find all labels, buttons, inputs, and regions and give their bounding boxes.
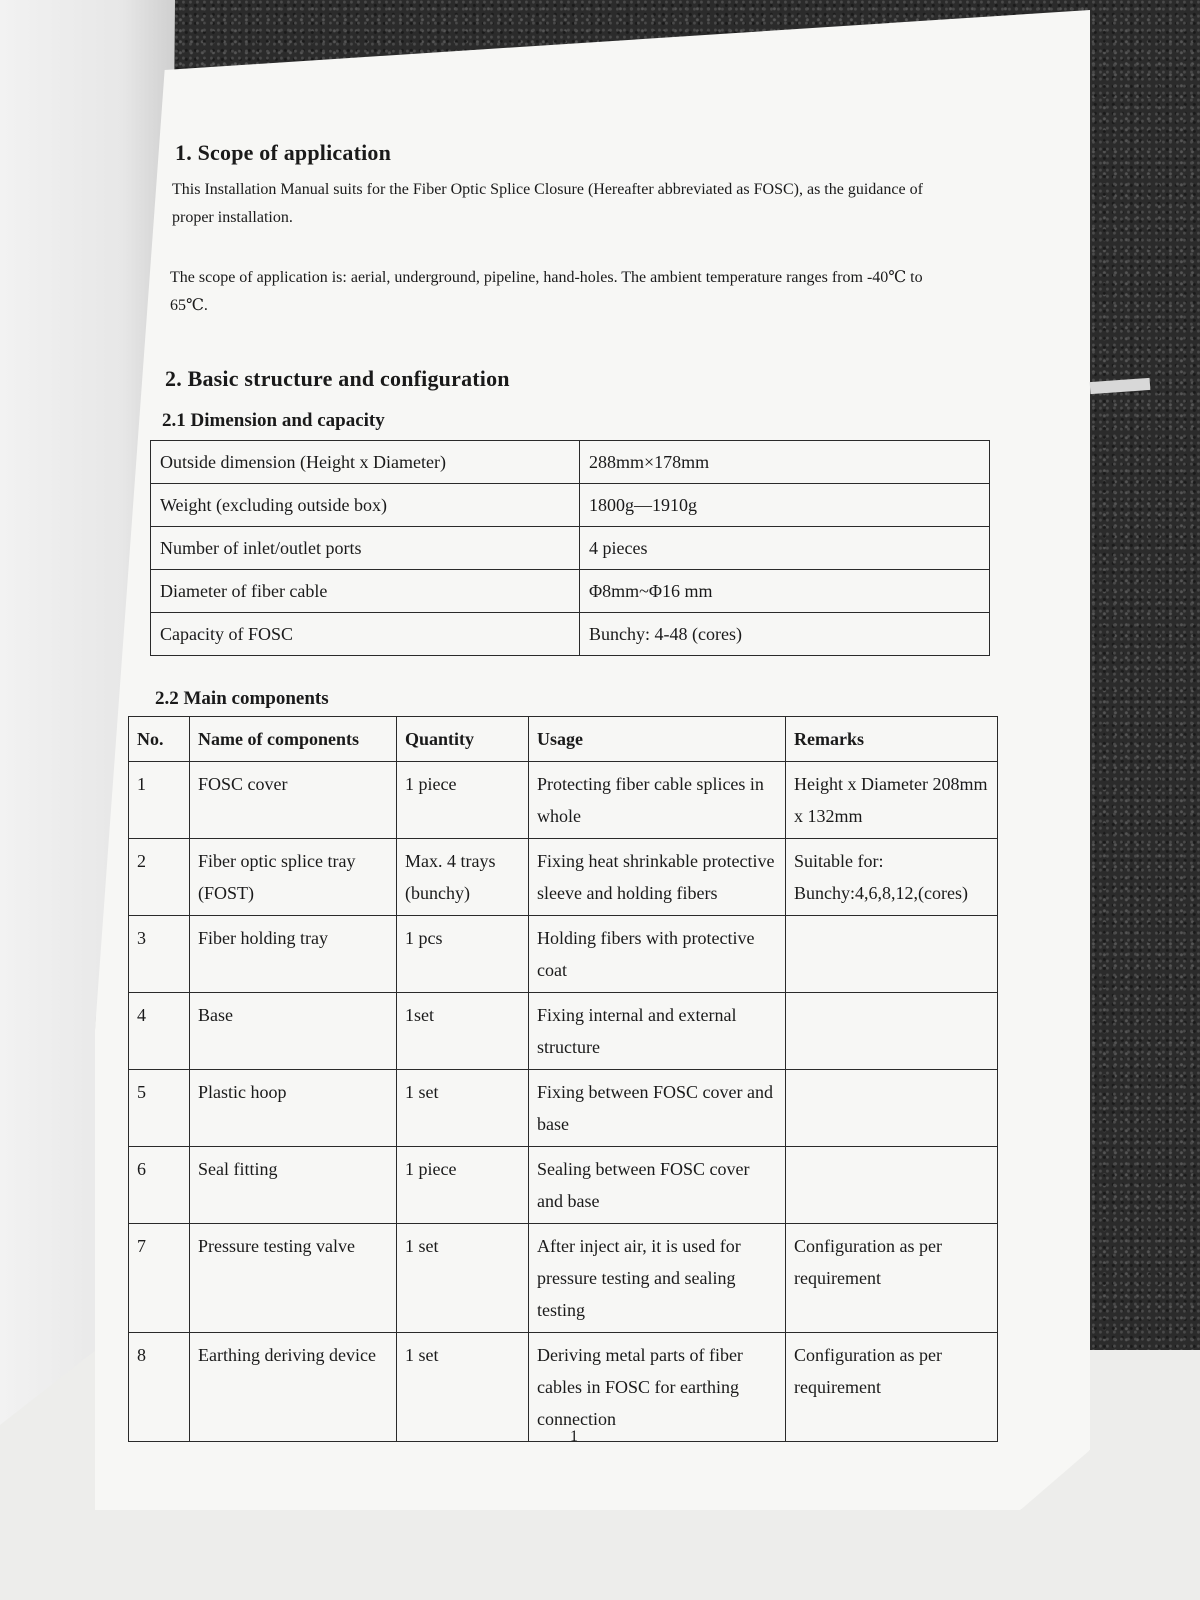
cell-remarks	[786, 1147, 998, 1224]
dimension-value: 1800g—1910g	[580, 484, 990, 527]
subsection-components-heading: 2.2 Main components	[155, 688, 329, 709]
cell-quantity: 1 set	[397, 1070, 529, 1147]
page-number: 1	[570, 1428, 578, 1445]
table-row	[129, 1224, 998, 1333]
cell-name: Base	[190, 993, 397, 1070]
table-row	[151, 527, 990, 570]
table-row	[151, 484, 990, 527]
cell-name: Fiber holding tray	[190, 916, 397, 993]
cell-usage: Fixing between FOSC cover and base	[529, 1070, 786, 1147]
column-header-no: No.	[129, 717, 190, 762]
table-row	[151, 570, 990, 613]
cell-name: FOSC cover	[190, 762, 397, 839]
cell-no: 6	[129, 1147, 190, 1224]
cell-remarks: Height x Diameter 208mm x 132mm	[786, 762, 998, 839]
cell-no: 1	[129, 762, 190, 839]
cell-quantity: Max. 4 trays (bunchy)	[397, 839, 529, 916]
cell-quantity: 1 pcs	[397, 916, 529, 993]
cell-usage: Fixing internal and external structure	[529, 993, 786, 1070]
table-row	[151, 613, 990, 656]
cell-remarks	[786, 1070, 998, 1147]
table-row	[129, 839, 998, 916]
cell-remarks: Configuration as per requirement	[786, 1224, 998, 1333]
cell-usage: Fixing heat shrinkable protective sleeve and holding fibers	[529, 839, 786, 916]
cell-quantity: 1 set	[397, 1333, 529, 1442]
dimension-label: Outside dimension (Height x Diameter)	[151, 441, 580, 484]
cell-usage: After inject air, it is used for pressure testing and sealing testing	[529, 1224, 786, 1333]
cell-no: 4	[129, 993, 190, 1070]
cell-name: Plastic hoop	[190, 1070, 397, 1147]
section1-heading: 1. Scope of application	[175, 140, 392, 165]
table-row	[129, 993, 998, 1070]
dimension-label: Capacity of FOSC	[151, 613, 580, 656]
dimension-value: 4 pieces	[580, 527, 990, 570]
cell-usage: Protecting fiber cable splices in whole	[529, 762, 786, 839]
section2-heading: 2. Basic structure and configuration	[165, 366, 510, 391]
cell-remarks: Configuration as per requirement	[786, 1333, 998, 1442]
cell-no: 5	[129, 1070, 190, 1147]
table-row	[129, 1333, 998, 1442]
dimension-label: Diameter of fiber cable	[151, 570, 580, 613]
column-header-remarks: Remarks	[786, 717, 998, 762]
cell-usage: Sealing between FOSC cover and base	[529, 1147, 786, 1224]
table-header-row	[129, 717, 998, 762]
table-row	[129, 1147, 998, 1224]
cell-no: 7	[129, 1224, 190, 1333]
components-table	[128, 716, 998, 1442]
cell-remarks	[786, 916, 998, 993]
cell-quantity: 1set	[397, 993, 529, 1070]
table-row	[129, 916, 998, 993]
column-header-name: Name of components	[190, 717, 397, 762]
cell-usage: Holding fibers with protective coat	[529, 916, 786, 993]
cell-quantity: 1 piece	[397, 762, 529, 839]
subsection-dimension-heading: 2.1 Dimension and capacity	[162, 410, 385, 431]
cell-name: Earthing deriving device	[190, 1333, 397, 1442]
cell-usage: Deriving metal parts of fiber cables in FOSC for earthing connection	[529, 1333, 786, 1442]
cell-name: Seal fitting	[190, 1147, 397, 1224]
column-header-quantity: Quantity	[397, 717, 529, 762]
column-header-usage: Usage	[529, 717, 786, 762]
cell-no: 3	[129, 916, 190, 993]
cell-name: Fiber optic splice tray (FOST)	[190, 839, 397, 916]
cell-no: 8	[129, 1333, 190, 1442]
cell-quantity: 1 piece	[397, 1147, 529, 1224]
table-row	[129, 762, 998, 839]
dimension-value: Φ8mm~Φ16 mm	[580, 570, 990, 613]
dimension-value: 288mm×178mm	[580, 441, 990, 484]
dimension-table	[150, 440, 990, 656]
section1-paragraph-1: This Installation Manual suits for the Fiber Optic Splice Closure (Hereafter abbreviated as FOSC), as the guidance of proper installation.	[172, 181, 923, 226]
dimension-label: Weight (excluding outside box)	[151, 484, 580, 527]
table-row	[129, 1070, 998, 1147]
cell-quantity: 1 set	[397, 1224, 529, 1333]
cell-remarks: Suitable for: Bunchy:4,6,8,12,(cores)	[786, 839, 998, 916]
section1-paragraph-2: The scope of application is: aerial, underground, pipeline, hand-holes. The ambient temperature ranges from -40℃ to 65℃.	[170, 269, 923, 314]
cell-name: Pressure testing valve	[190, 1224, 397, 1333]
dimension-label: Number of inlet/outlet ports	[151, 527, 580, 570]
dimension-value: Bunchy: 4-48 (cores)	[580, 613, 990, 656]
table-row	[151, 441, 990, 484]
cell-remarks	[786, 993, 998, 1070]
cell-no: 2	[129, 839, 190, 916]
